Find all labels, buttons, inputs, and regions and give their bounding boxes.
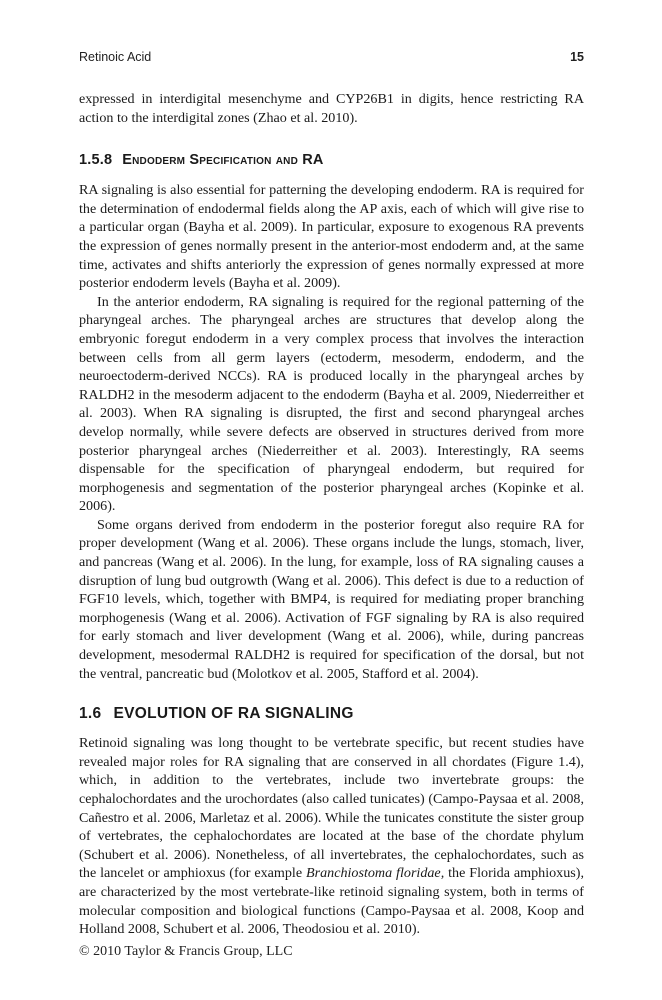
section-heading bbox=[79, 705, 584, 723]
page-content bbox=[79, 50, 584, 939]
page-number: 15 bbox=[570, 50, 584, 64]
subsection-number: 1.5.8 bbox=[79, 152, 113, 169]
copyright-footer: © 2010 Taylor & Francis Group, LLC bbox=[79, 944, 293, 959]
body-paragraph bbox=[79, 734, 584, 939]
subsection-heading bbox=[79, 152, 584, 168]
running-header bbox=[79, 50, 584, 64]
body-paragraph: In the anterior endoderm, RA signaling is required for the regional patterning of the pharyngeal arches. The pharyngeal arches are structures that develop along the embryonic foregut endoderm in a very complex process that involves the interaction between cells from all germ layers (ectoderm, mesoderm, endoderm, and the neuroectoderm-derived NCCs). RA is produced locally in the pharyngeal arches by RALDH2 in the mesoderm adjacent to the endoderm (Bayha et al. 2009, Niederreither et al. 2003). When RA signaling is disrupted, the first and second pharyngeal arches develop normally, while severe defects are observed in structures derived from more posterior pharyngeal arches (Niederreither et al. 2003). Interestingly, RA seems dispensable for the specification of pharyngeal endoderm, but required for morphogenesis and segmentation of the posterior pharyngeal arches (Kopinke et al. 2006). bbox=[79, 293, 584, 515]
section-number: 1.6 bbox=[79, 705, 102, 723]
species-name: Branchiostoma floridae, bbox=[306, 865, 445, 882]
paragraph-text: the Florida amphioxus), are characterized by the most vertebrate-like retinoid signaling system, both in terms of molecular composition and biological functions (Campo-Paysaa et al. 2008, Koop and Holland 2008, Schubert et al. 2006, Theodosiou et al. 2010). bbox=[79, 865, 584, 938]
section-title: EVOLUTION OF RA SIGNALING bbox=[113, 705, 354, 723]
paragraph-text: Retinoid signaling was long thought to be vertebrate specific, but recent studies have revealed major roles for RA signaling that are conserved in all chordates (Figure 1.4), which, in addition to the vertebrates, include two invertebrate groups: the cephalochordates and the urochordates (also called tunicates) (Campo-Paysaa et al. 2008, Cañestro et al. 2006, Marletaz et al. 2006). While the tunicates constitute the sister group of vertebrates, the cephalochordates are located at the base of the chordate phylum (Schubert et al. 2006). Nonetheless, of all invertebrates, the cephalochordates, such as the lancelet or amphioxus (for example bbox=[79, 735, 584, 882]
running-title: Retinoic Acid bbox=[79, 50, 152, 64]
continued-paragraph: expressed in interdigital mesenchyme and CYP26B1 in digits, hence restricting RA action to the interdigital zones (Zhao et al. 2010). bbox=[79, 91, 584, 126]
body-paragraph: RA signaling is also essential for patterning the developing endoderm. RA is required for the determination of endodermal fields along the AP axis, each of which will give rise to a particular organ (Bayha et al. 2009). In particular, exposure to exogenous RA prevents the expression of genes normally present in the anterior-most endoderm and, at the same time, activates and shifts anteriorly the expression of genes normally expressed at more posterior endoderm levels (Bayha et al. 2009). bbox=[79, 182, 584, 292]
subsection-title: Endoderm Specification and RA bbox=[122, 152, 324, 169]
body-paragraph: Some organs derived from endoderm in the posterior foregut also require RA for proper development (Wang et al. 2006). These organs include the lungs, stomach, liver, and pancreas (Wang et al. 2006). In the lung, for example, loss of RA signaling causes a disruption of lung bud outgrowth (Wang et al. 2006). This defect is due to a reduction of FGF10 levels, which, together with BMP4, is required for mediating proper branching morphogenesis (Wang et al. 2006). Activation of FGF signaling by RA is also required for early stomach and liver development (Wang et al. 2006), while, during pancreas development, mesodermal RALDH2 is required for specification of the dorsal, but not the ventral, pancreatic bud (Molotkov et al. 2005, Stafford et al. 2004). bbox=[79, 516, 584, 682]
